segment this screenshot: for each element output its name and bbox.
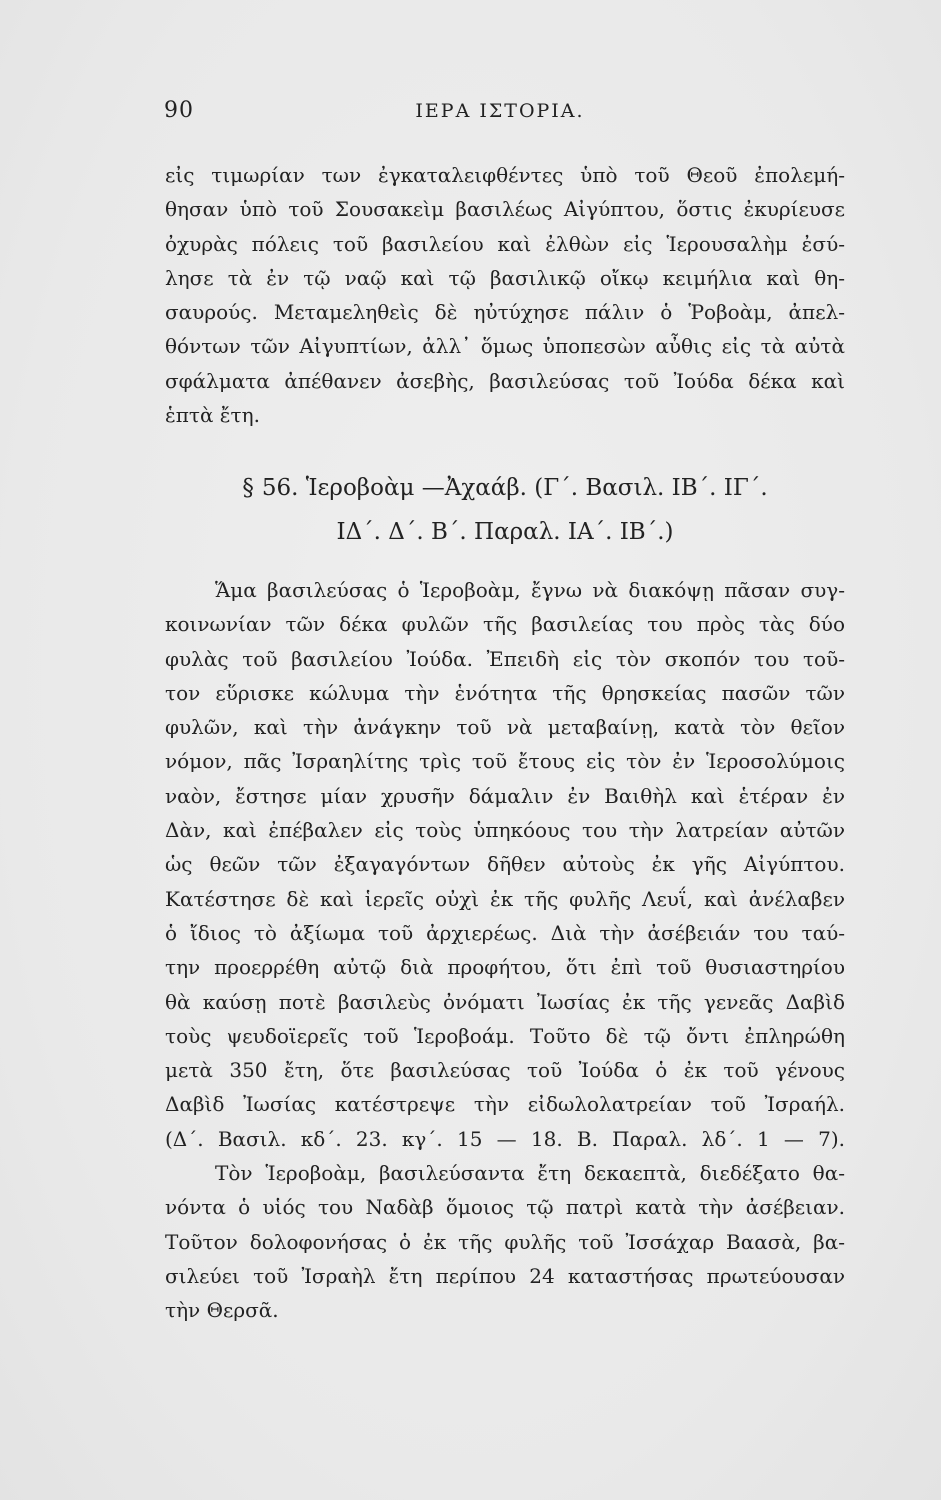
text-line: Τοῦτον δολοφονήσας ὁ ἐκ τῆς φυλῆς τοῦ Ἰσσάχαρ Βαασὰ, βα-: [165, 1229, 845, 1254]
text-line: σφάλματα ἀπέθανεν ἀσεβὴς, βασιλεύσας τοῦ Ἰούδα δέκα καὶ: [165, 368, 845, 393]
text-line: μετὰ 350 ἔτη, ὅτε βασιλεύσας τοῦ Ἰούδα ὁ ἐκ τοῦ γένους: [165, 1058, 845, 1083]
text-line: λησε τὰ ἐν τῷ ναῷ καὶ τῷ βασιλικῷ οἴκῳ κειμήλια καὶ θη-: [165, 265, 845, 290]
text-line: ναὸν, ἔστησε μίαν χρυσῆν δάμαλιν ἐν Βαιθὴλ καὶ ἑτέραν ἐν: [165, 783, 845, 808]
text-line: τὴν Θερσᾶ.: [165, 1298, 279, 1323]
section-heading-line-1: [165, 466, 845, 510]
text-line: θησαν ὑπὸ τοῦ Σουσακεὶμ βασιλέως Αἰγύπτου, ὅστις ἐκυρίευσε: [165, 197, 845, 222]
text-line: Κατέστησε δὲ καὶ ἱερεῖς οὐχὶ ἐκ τῆς φυλῆς Λευΐ, καὶ ἀνέλαβεν: [165, 886, 845, 911]
text-line: εἰς τιμωρίαν των ἐγκαταλειφθέντες ὑπὸ τοῦ Θεοῦ ἐπολεμή-: [165, 163, 845, 187]
section-heading: [165, 466, 845, 554]
text-line: θόντων τῶν Αἰγυπτίων, ἀλλ᾽ ὅμως ὑποπεσὼν αὖθις εἰς τὰ αὐτὰ: [165, 334, 845, 359]
text-line: Ἅμα βασιλεύσας ὁ Ἱεροβοὰμ, ἔγνω νὰ διακόψῃ πᾶσαν συγ-: [215, 578, 845, 602]
text-line: Δαβὶδ Ἰωσίας κατέστρεψε τὴν εἰδωλολατρείαν τοῦ Ἰσραήλ.: [165, 1092, 845, 1117]
text-line: Δὰν, καὶ ἐπέβαλεν εἰς τοὺς ὑπηκόους του τὴν λατρείαν αὐτῶν: [165, 818, 845, 843]
page-number: 90: [164, 98, 194, 123]
text-line: νόντα ὁ υἱός του Ναδὰβ ὅμοιος τῷ πατρὶ κατὰ τὴν ἀσέβειαν.: [165, 1195, 845, 1220]
text-line: θὰ καύσῃ ποτὲ βασιλεὺς ὀνόματι Ἰωσίας ἐκ τῆς γενεᾶς Δαβὶδ: [165, 989, 845, 1014]
text-line: ὁ ἴδιος τὸ ἀξίωμα τοῦ ἀρχιερέως. Διὰ τὴν ἀσέβειάν του ταύ-: [165, 920, 845, 945]
section-symbol: §: [242, 475, 254, 501]
paragraph-continued: [165, 158, 845, 432]
section-heading-line-2: ΙΔ΄. Δ΄. Β΄. Παραλ. ΙΑ΄. ΙΒ΄.): [336, 519, 674, 545]
text-line: νόμον, πᾶς Ἰσραηλίτης τρὶς τοῦ ἔτους εἰς τὸν ἐν Ἱεροσολύμοις: [165, 749, 845, 774]
section-title: 56. Ἱεροβοὰμ —Ἀχαάβ. (Γ΄. Βασιλ. ΙΒ΄. ΙΓ΄.: [261, 475, 768, 501]
text-line: ἑπτὰ ἔτη.: [165, 403, 260, 428]
text-line: (Δ΄. Βασιλ. κδ΄. 23. κγ΄. 15 — 18. Β. Παραλ. λδ΄. 1 — 7).: [165, 1126, 845, 1151]
text-line: φυλῶν, καὶ τὴν ἀνάγκην τοῦ νὰ μεταβαίνῃ, κατὰ τὸν θεῖον: [165, 715, 845, 740]
text-line: ὡς θεῶν τῶν ἐξαγαγόντων δῆθεν αὐτοὺς ἐκ γῆς Αἰγύπτου.: [165, 852, 845, 877]
text-line: σιλεύει τοῦ Ἰσραὴλ ἔτη περίπου 24 καταστήσας πρωτεύουσαν: [165, 1263, 845, 1288]
text-line: την προερρέθη αὐτῷ διὰ προφήτου, ὅτι ἐπὶ τοῦ θυσιαστηρίου: [165, 955, 845, 980]
text-line: ὀχυρὰς πόλεις τοῦ βασιλείου καὶ ἐλθὼν εἰς Ἱερουσαλὴμ ἐσύ-: [165, 231, 845, 256]
running-head: [160, 98, 840, 134]
text-line: κοινωνίαν τῶν δέκα φυλῶν τῆς βασιλείας του πρὸς τὰς δύο: [165, 612, 845, 637]
text-line: σαυρούς. Μεταμεληθεὶς δὲ ηὐτύχησε πάλιν ὁ Ῥοβοὰμ, ἀπελ-: [165, 300, 845, 325]
text-line: τοὺς ψευδοϊερεῖς τοῦ Ἱεροβοάμ. Τοῦτο δὲ τῷ ὄντι ἐπληρώθη: [165, 1023, 845, 1048]
text-line: Τὸν Ἱεροβοὰμ, βασιλεύσαντα ἔτη δεκαεπτὰ, διεδέξατο θα-: [215, 1161, 845, 1186]
text-line: τον εὕρισκε κώλυμα τὴν ἑνότητα τῆς θρησκείας πασῶν τῶν: [165, 680, 845, 705]
running-title: ΙΕΡΑ ΙΣΤΟΡΙΑ.: [415, 100, 585, 122]
paragraph-body: [165, 573, 845, 1328]
text-line: φυλὰς τοῦ βασιλείου Ἰούδα. Ἐπειδὴ εἰς τὸν σκοπόν του τοῦ-: [165, 646, 845, 671]
